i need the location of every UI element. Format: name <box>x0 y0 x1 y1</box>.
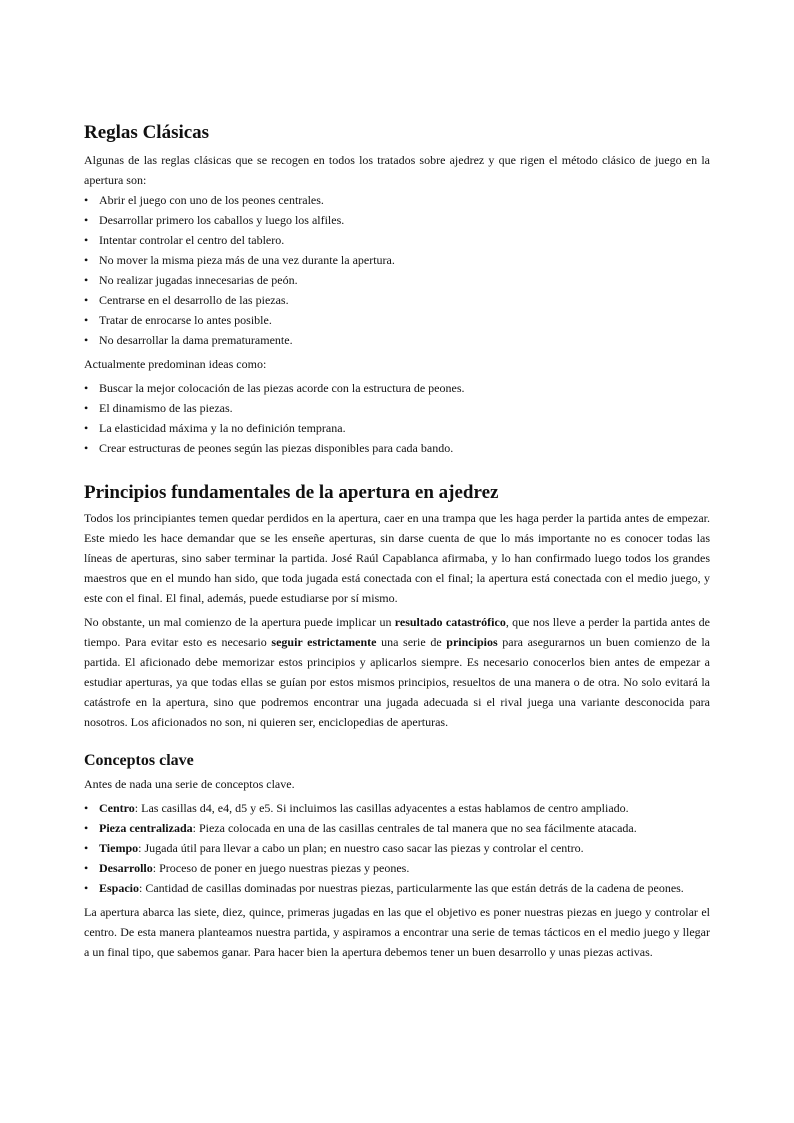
list-item: • Crear estructuras de peones según las piezas disponibles para cada bando. <box>84 438 710 458</box>
concept-term: Tiempo <box>99 841 139 855</box>
list-item <box>84 838 710 858</box>
list-item: • Abrir el juego con uno de los peones centrales. <box>84 190 710 210</box>
list-item <box>84 858 710 878</box>
emphasis-resultado-catastrofico: resultado catastrófico <box>394 615 506 629</box>
text-run: para asegurarnos un buen comienzo de la partida. El aficionado debe memorizar estos principios y aplicarlos siempre. Es necesario conocerlos bien antes de empezar a estudiar aperturas, ya que todas ellas se guían por estos mismos principios, resueltos de una manera o de otra. No solo evitará la catástrofe en la apertura, sino que podremos encontrar una jugada adecuada si el rival juega una variante desconocida para nosotros. Los aficionados no son, ni quieren ser, enciclopedias de aperturas. <box>84 635 711 729</box>
heading-conceptos-clave: Conceptos clave <box>84 752 194 769</box>
list-item <box>84 798 710 818</box>
text-run: , que nos lleve a perder la partida antes de tiempo. Para evitar esto es necesario <box>84 615 710 649</box>
list-item: • No realizar jugadas innecesarias de peón. <box>84 270 710 290</box>
classic-rules-list <box>84 190 710 350</box>
reglas-intro: Algunas de las reglas clásicas que se recogen en todos los tratados sobre ajedrez y que rigen el método clásico de juego en la apertura son: <box>84 153 710 187</box>
conceptos-closing-paragraph: La apertura abarca las siete, diez, quince, primeras jugadas en las que el objetivo es poner nuestras piezas en juego y controlar el centro. De esta manera planteamos nuestra partida, y aspiramos a encontrar una serie de temas tácticos en el medio juego y llegar a un final tipo, que sabemos ganar. Para hacer bien la apertura debemos tener un buen desarrollo y unas piezas activas. <box>84 905 710 959</box>
modern-ideas-intro: Actualmente predominan ideas como: <box>84 357 267 371</box>
list-item: • No desarrollar la dama prematuramente. <box>84 330 710 350</box>
concept-term: Espacio <box>99 881 140 895</box>
list-item <box>84 818 710 838</box>
list-item: • Tratar de enrocarse lo antes posible. <box>84 310 710 330</box>
conceptos-intro: Antes de nada una serie de conceptos clave. <box>84 777 295 791</box>
concept-term: Desarrollo <box>99 861 153 875</box>
list-item: • Intentar controlar el centro del tablero. <box>84 230 710 250</box>
concept-definition: : Las casillas d4, e4, d5 y e5. Si incluimos las casillas adyacentes a estas hablamos de centro ampliado. <box>134 801 629 815</box>
principios-paragraph-1: Todos los principiantes temen quedar perdidos en la apertura, caer en una trampa que les haga perder la partida antes de empezar. Este miedo les hace demandar que se les enseñe aperturas, sin darse cuenta de que lo más importante no es conocer todas las líneas de aperturas, sino saber terminar la partida. José Raúl Capablanca afirmaba, y lo han confirmado luego todos los grandes maestros que en el mundo han sido, que toda jugada está conectada con el final; la apertura está conectada con el medio juego, y este con el final. El final, además, puede estudiarse por sí mismo. <box>84 511 710 605</box>
concept-term: Centro <box>99 801 135 815</box>
concept-definition: : Proceso de poner en juego nuestras piezas y peones. <box>152 861 410 875</box>
list-item: • Buscar la mejor colocación de las piezas acorde con la estructura de peones. <box>84 378 710 398</box>
concept-definition: : Pieza colocada en una de las casillas centrales de tal manera que no sea fácilmente atacada. <box>192 821 637 835</box>
document-page <box>84 120 710 962</box>
concept-definition: : Cantidad de casillas dominadas por nuestras piezas, particularmente las que están detrás de la cadena de peones. <box>139 881 684 895</box>
principios-paragraph-2 <box>84 612 710 732</box>
text-run: No obstante, un mal comienzo de la apertura puede implicar un <box>84 615 395 629</box>
list-item: • No mover la misma pieza más de una vez durante la apertura. <box>84 250 710 270</box>
emphasis-principios: principios <box>446 635 498 649</box>
concept-definition: : Jugada útil para llevar a cabo un plan; en nuestro caso sacar las piezas y controlar el centro. <box>138 841 584 855</box>
heading-reglas-clasicas: Reglas Clásicas <box>84 122 210 143</box>
concept-term: Pieza centralizada <box>99 821 193 835</box>
list-item <box>84 878 710 898</box>
list-item: • Desarrollar primero los caballos y luego los alfiles. <box>84 210 710 230</box>
key-concepts-list <box>84 798 710 898</box>
list-item: • El dinamismo de las piezas. <box>84 398 710 418</box>
list-item: • Centrarse en el desarrollo de las piezas. <box>84 290 710 310</box>
modern-ideas-list <box>84 378 710 458</box>
emphasis-seguir-estrictamente: seguir estrictamente <box>271 635 377 649</box>
list-item: • La elasticidad máxima y la no definición temprana. <box>84 418 710 438</box>
heading-principios-fundamentales: Principios fundamentales de la apertura en ajedrez <box>84 482 499 503</box>
text-run: una serie de <box>376 635 447 649</box>
